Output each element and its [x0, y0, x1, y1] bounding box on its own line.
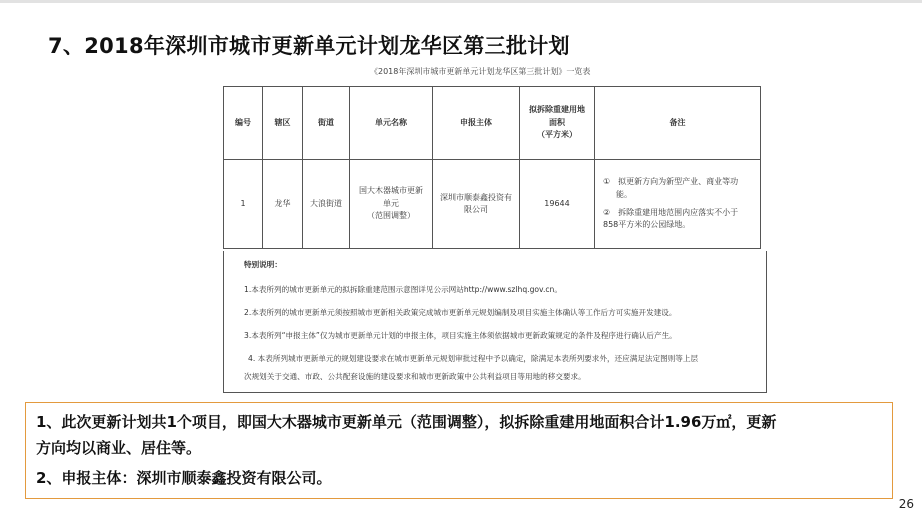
- special-note-4-line1: 4. 本表所列城市更新单元的规划建设要求在城市更新单元规划审批过程中予以确定，除满足本表所列要求外，还应满足法定图则等上层: [248, 354, 699, 363]
- summary-box: [25, 402, 893, 499]
- special-note-3: 3.本表所列“申报主体”仅为城市更新单元计划的申报主体，项目实施主体须依据城市更新政策规定的条件及程序进行确认后产生。: [244, 331, 677, 340]
- note1-line1: ① 拟更新方向为新型产业、商业等功: [603, 177, 739, 187]
- unit-name-line2: 单元: [383, 198, 399, 208]
- table-header-row: [224, 87, 761, 160]
- cell-area: 19644: [520, 160, 595, 249]
- header-area: [520, 87, 595, 160]
- special-notes-box: [223, 251, 767, 393]
- cell-district: 龙华: [263, 160, 303, 249]
- header-applicant: 申报主体: [433, 87, 520, 160]
- special-notes-title: 特别说明：: [244, 260, 282, 269]
- note2-line2: 858平方米的公园绿地。: [603, 220, 691, 230]
- note2-line1: ② 拆除重建用地范围内应落实不小于: [603, 208, 739, 217]
- special-note-1: 1.本表所列的城市更新单元的拟拆除重建范围示意图详见公示网站http://www.szlhq.gov.cn。: [244, 285, 562, 294]
- unit-name-line3: （范围调整）: [367, 211, 415, 221]
- table-row: [224, 160, 761, 249]
- header-street: 街道: [303, 87, 350, 160]
- cell-no: 1: [224, 160, 263, 249]
- summary-line-2: 方向均以商业、居住等。: [36, 439, 202, 457]
- cell-notes: [595, 160, 761, 249]
- page-number: 26: [898, 497, 914, 511]
- summary-line-1: 1、此次更新计划共1个项目，即国大木器城市更新单元（范围调整），拟拆除重建用地面积合计1.96万㎡，更新: [36, 413, 777, 431]
- unit-name-line1: 国大木器城市更新: [359, 186, 423, 196]
- cell-street: 大浪街道: [303, 160, 350, 249]
- renewal-plan-table: [223, 86, 761, 249]
- header-notes: 备注: [595, 87, 761, 160]
- header-area-line2: 面积: [549, 117, 565, 127]
- note1-line2: 能。: [616, 189, 632, 199]
- applicant-line1: 深圳市顺泰鑫投资有: [440, 192, 512, 202]
- applicant-line2: 限公司: [464, 205, 488, 214]
- cell-applicant: [433, 160, 520, 249]
- special-note-4-line2: 次规划关于交通、市政、公共配套设施的建设要求和城市更新政策中公共利益项目等用地的移交要求。: [244, 372, 586, 381]
- header-unit-name: 单元名称: [350, 87, 433, 160]
- header-area-line1: 拟拆除重建用地: [529, 105, 585, 115]
- table-caption: 《2018年深圳市城市更新单元计划龙华区第三批计划》一览表: [370, 67, 591, 76]
- slide-title: 7、2018年深圳市城市更新单元计划龙华区第三批计划: [48, 34, 570, 58]
- summary-line-3: 2、申报主体：深圳市顺泰鑫投资有限公司。: [36, 469, 332, 487]
- special-note-2: 2.本表所列的城市更新单元须按照城市更新相关政策完成城市更新单元规划编制及项目实施主体确认等工作后方可实施开发建设。: [244, 308, 677, 317]
- cell-unit-name: [350, 160, 433, 249]
- header-area-line3: （平方米）: [537, 130, 577, 140]
- header-no: 编号: [224, 87, 263, 160]
- top-divider: [0, 0, 922, 3]
- header-district: 辖区: [263, 87, 303, 160]
